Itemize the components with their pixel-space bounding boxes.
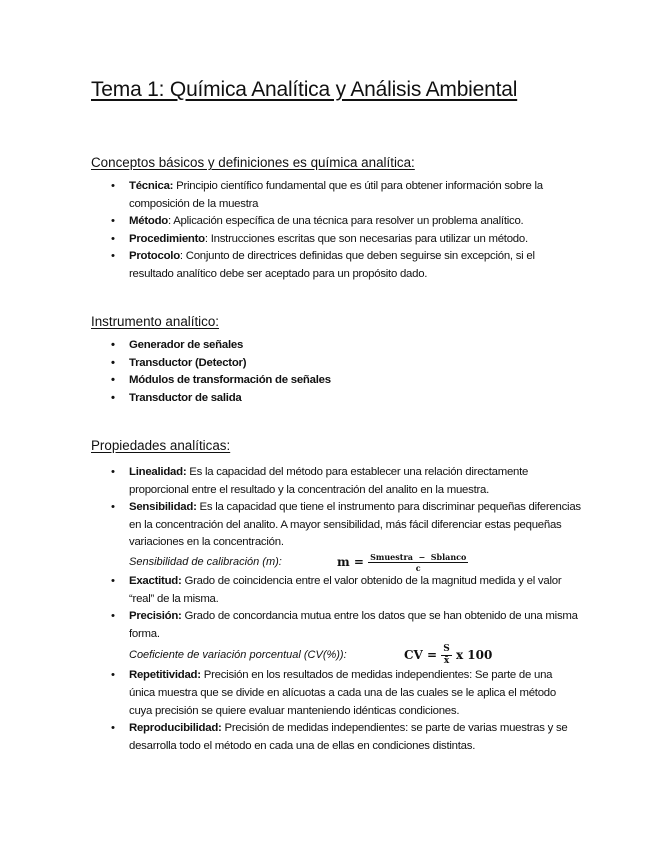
term-label: Método — [129, 215, 168, 228]
list-item — [91, 248, 581, 283]
term-label: Precisión: — [129, 610, 182, 623]
conceptos-list — [91, 178, 581, 284]
list-item — [91, 178, 581, 213]
formula-denominator: c — [415, 562, 421, 573]
list-item — [91, 464, 581, 499]
formula-label: Coeficiente de variación porcentual (CV(%)): — [129, 649, 347, 662]
list-item: • Módulos de transformación de señales — [91, 372, 581, 390]
document-title: Tema 1: Química Analítica y Análisis Ambiental — [91, 78, 518, 101]
term-label: Sensibilidad: — [129, 501, 197, 514]
term-definition: : Instrucciones escritas que son necesarias para utilizar un método. — [204, 232, 528, 245]
formula-sensibilidad — [91, 552, 581, 573]
term-definition: Precisión en los resultados de medidas independientes: Se parte de una única muestra que se divide en alícuotas a cada una de las cuales se le aplica el método cuya precisión se quiere evaluar manteniendo idénticas condiciones. — [129, 669, 556, 717]
section-heading-conceptos: Conceptos básicos y definiciones es química analítica: — [91, 155, 415, 170]
formula-fraction — [441, 645, 452, 666]
term-label: Exactitud: — [129, 574, 182, 587]
list-item — [91, 667, 581, 720]
propiedades-list-final — [91, 667, 581, 755]
section-instrumento — [91, 314, 581, 407]
formula-rhs: x 100 — [455, 648, 493, 663]
term-definition: Precisión de medidas independientes: se parte de varias muestras y se desarrolla todo el método en cada una de ellas en condiciones distintas. — [129, 722, 568, 752]
section-propiedades — [91, 438, 581, 755]
list-item — [91, 608, 581, 643]
term-label: Repetitividad: — [129, 669, 201, 682]
term-label: Técnica: — [129, 180, 174, 192]
formula-lhs: CV = — [404, 648, 438, 663]
term-label: Procedimiento — [129, 232, 205, 245]
term-label: Reproducibilidad: — [129, 722, 222, 735]
term-definition: Es la capacidad del método para establecer una relación directamente proporcional entre el resultado y la concentración del analito en la muestra. — [129, 466, 529, 496]
formula-numerator — [368, 553, 468, 563]
list-item — [91, 213, 581, 231]
propiedades-list — [91, 464, 581, 552]
list-item — [91, 499, 581, 552]
list-item — [91, 720, 581, 755]
formula-label: Sensibilidad de calibración (m): — [129, 555, 282, 568]
formula-lhs: m = — [337, 554, 364, 569]
formula-numerator-a: Smuestra — [370, 551, 413, 562]
section-heading-instrumento: Instrumento analítico: — [91, 314, 220, 329]
list-item: • Generador de señales — [91, 337, 581, 355]
formula-expression — [337, 552, 468, 573]
term-definition: Grado de coincidencia entre el valor obtenido de la magnitud medida y el valor “real” de la misma. — [129, 574, 562, 605]
formula-fraction — [368, 553, 468, 572]
formula-denominator: x̄ — [443, 656, 450, 667]
term-label: Linealidad: — [129, 466, 187, 478]
formula-numerator-b: Sblanco — [430, 551, 467, 562]
section-heading-propiedades: Propiedades analíticas: — [91, 438, 231, 453]
instrumento-list — [91, 337, 581, 407]
section-conceptos — [91, 155, 581, 284]
list-item — [91, 573, 581, 608]
term-label: Protocolo — [129, 250, 180, 263]
list-item: • Transductor (Detector) — [91, 355, 581, 373]
formula-expression — [404, 643, 492, 667]
formula-numerator: S — [443, 644, 450, 655]
list-item — [91, 231, 581, 249]
formula-cv — [91, 643, 581, 667]
term-definition: Grado de concordancia mutua entre los datos que se han obtenido de una misma forma. — [129, 610, 578, 640]
list-item: • Transductor de salida — [91, 390, 581, 408]
propiedades-list-continued — [91, 573, 581, 643]
term-definition: : Aplicación específica de una técnica para resolver un problema analítico. — [168, 215, 524, 228]
term-definition: Principio científico fundamental que es útil para obtener información sobre la composición de la muestra — [129, 180, 543, 210]
term-definition: : Conjunto de directrices definidas que deben seguirse sin excepción, si el resultado analítico debe ser aceptado para un propósito dado. — [129, 250, 535, 280]
formula-minus: − — [418, 551, 426, 562]
term-definition: Es la capacidad que tiene el instrumento para discriminar pequeñas diferencias en la concentración del analito. A mayor sensibilidad, más fácil diferenciar estas pequeñas variaciones en la concentración. — [129, 501, 581, 549]
